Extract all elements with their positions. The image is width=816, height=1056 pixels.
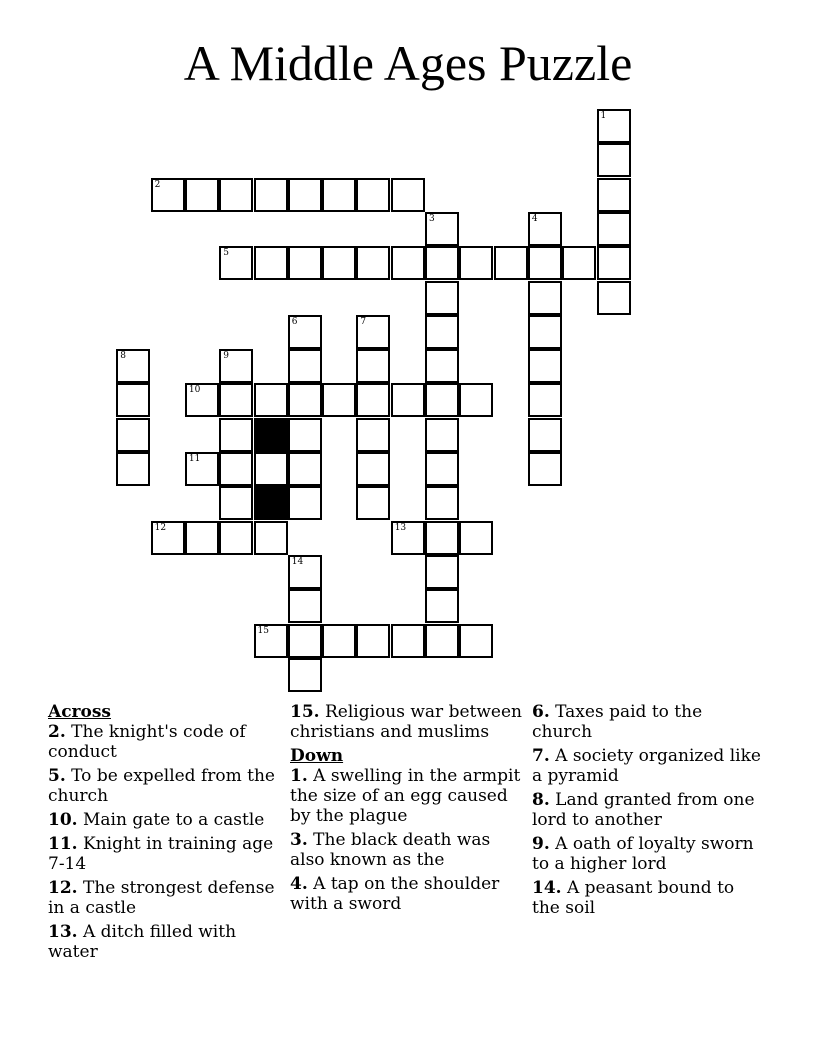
grid-cell[interactable]: [425, 452, 459, 486]
across-clue-11: 11. Knight in training age 7-14: [48, 834, 274, 874]
black-cell: [254, 486, 288, 520]
grid-cell[interactable]: [528, 281, 562, 315]
grid-cell[interactable]: [425, 589, 459, 623]
grid-cell[interactable]: [597, 281, 631, 315]
grid-cell[interactable]: [528, 246, 562, 280]
down-clue-3: 3. The black death was also known as the: [290, 830, 491, 870]
grid-cell[interactable]: [459, 383, 493, 417]
grid-cell[interactable]: [219, 486, 253, 520]
grid-cell[interactable]: [356, 178, 390, 212]
grid-cell[interactable]: [288, 315, 322, 349]
grid-cell[interactable]: [185, 383, 219, 417]
grid-cell[interactable]: [356, 452, 390, 486]
grid-cell[interactable]: [219, 521, 253, 555]
down-clue-6: 6. Taxes paid to the church: [532, 702, 703, 742]
grid-cell[interactable]: [356, 349, 390, 383]
clue-number: 11: [188, 454, 201, 464]
clue-number: 15: [257, 625, 269, 636]
grid-cell[interactable]: [528, 212, 562, 246]
clue-number: 10: [188, 385, 201, 396]
clue-number: 3: [429, 213, 435, 224]
grid-cell[interactable]: [425, 349, 459, 383]
down-clue-4: 4. A tap on the shoulder with a sword: [290, 874, 500, 914]
grid-cell[interactable]: [185, 178, 219, 212]
grid-cell[interactable]: [185, 452, 219, 486]
grid-cell[interactable]: [391, 383, 425, 417]
grid-cell[interactable]: [288, 452, 322, 486]
across-heading: Across: [48, 702, 111, 722]
clue-number: 12: [154, 522, 167, 533]
down-clue-8: 8. Land granted from one lord to another: [532, 790, 755, 830]
grid-cell[interactable]: [116, 418, 150, 452]
grid-cell[interactable]: [356, 383, 390, 417]
grid-cell[interactable]: [459, 246, 493, 280]
grid-cell[interactable]: [528, 349, 562, 383]
across-clue-2: 2. The knight's code of conduct: [48, 722, 246, 762]
grid-cell[interactable]: [425, 383, 459, 417]
clue-number: 5: [223, 248, 229, 259]
grid-cell[interactable]: [254, 383, 288, 417]
grid-cell[interactable]: [391, 521, 425, 555]
down-heading: Down: [290, 746, 344, 766]
grid-cell[interactable]: [219, 178, 253, 212]
grid-cell[interactable]: [597, 212, 631, 246]
grid-cell[interactable]: [425, 246, 459, 280]
grid-cell[interactable]: [116, 452, 150, 486]
clue-number: 6: [291, 316, 298, 327]
grid-cell[interactable]: [425, 486, 459, 520]
across-clue-5: 5. To be expelled from the church: [48, 766, 275, 806]
grid-cell[interactable]: [219, 246, 253, 280]
grid-cell[interactable]: [597, 246, 631, 280]
grid-cell[interactable]: [459, 624, 493, 658]
grid-cell[interactable]: [254, 452, 288, 486]
grid-cell[interactable]: [116, 383, 150, 417]
grid-cell[interactable]: [391, 246, 425, 280]
grid-cell[interactable]: [391, 178, 425, 212]
grid-cell[interactable]: [151, 178, 185, 212]
grid-cell[interactable]: [288, 555, 322, 589]
grid-cell[interactable]: [425, 521, 459, 555]
clue-number: 2: [154, 179, 161, 190]
grid-cell[interactable]: [288, 349, 322, 383]
across-clue-15: 15. Religious war between christians and muslims: [290, 702, 522, 742]
grid-cell[interactable]: [254, 624, 288, 658]
grid-cell[interactable]: [288, 589, 322, 623]
grid-cell[interactable]: [322, 624, 356, 658]
grid-cell[interactable]: [356, 315, 390, 349]
grid-cell[interactable]: [151, 521, 185, 555]
grid-cell[interactable]: [288, 178, 322, 212]
grid-cell[interactable]: [597, 143, 631, 177]
grid-cell[interactable]: [425, 281, 459, 315]
grid-cell[interactable]: [288, 246, 322, 280]
grid-cell[interactable]: [322, 246, 356, 280]
grid-cell[interactable]: [288, 658, 322, 692]
grid-cell[interactable]: [425, 555, 459, 589]
grid-cell[interactable]: [288, 486, 322, 520]
puzzle-title: A Middle Ages Puzzle: [183, 35, 633, 91]
grid-cell[interactable]: [528, 418, 562, 452]
clue-column-3: [532, 702, 764, 922]
clue-column-1: [48, 702, 280, 966]
grid-cell[interactable]: [185, 521, 219, 555]
grid-cell[interactable]: [459, 521, 493, 555]
clue-number: 8: [120, 351, 127, 362]
grid-cell[interactable]: [391, 624, 425, 658]
clue-column-2: [290, 702, 526, 918]
grid-cell[interactable]: [425, 212, 459, 246]
grid-cell[interactable]: [254, 521, 288, 555]
grid-cell[interactable]: [425, 315, 459, 349]
down-clue-7: 7. A society organized like a pyramid: [532, 746, 761, 786]
clue-number: 13: [394, 522, 407, 533]
grid-cell[interactable]: [356, 624, 390, 658]
grid-cell[interactable]: [562, 246, 596, 280]
grid-cell[interactable]: [288, 418, 322, 452]
grid-cell[interactable]: [322, 178, 356, 212]
grid-cell[interactable]: [219, 452, 253, 486]
grid-cell[interactable]: [528, 315, 562, 349]
grid-cell[interactable]: [528, 452, 562, 486]
grid-cell[interactable]: [116, 349, 150, 383]
grid-cell[interactable]: [322, 383, 356, 417]
clue-number: 4: [531, 213, 538, 224]
grid-cell[interactable]: [288, 383, 322, 417]
grid-cell[interactable]: [425, 418, 459, 452]
black-cell: [254, 418, 288, 452]
grid-cell[interactable]: [597, 109, 631, 143]
grid-cell[interactable]: [425, 624, 459, 658]
down-clue-1: 1. A swelling in the armpit the size of an egg caused by the plague: [290, 766, 521, 826]
grid-cell[interactable]: [356, 246, 390, 280]
grid-cell[interactable]: [597, 178, 631, 212]
grid-cell[interactable]: [219, 383, 253, 417]
grid-cell[interactable]: [254, 246, 288, 280]
clue-number: 9: [223, 351, 229, 362]
grid-cell[interactable]: [254, 178, 288, 212]
across-clue-12: 12. The strongest defense in a castle: [48, 878, 275, 918]
across-clue-10: 10. Main gate to a castle: [48, 810, 265, 830]
across-clue-13: 13. A ditch filled with water: [48, 922, 237, 962]
grid-cell[interactable]: [356, 418, 390, 452]
grid-cell[interactable]: [288, 624, 322, 658]
clue-number: 1: [600, 111, 607, 121]
grid-cell[interactable]: [528, 383, 562, 417]
grid-cell[interactable]: [494, 246, 528, 280]
clue-number: 7: [360, 316, 367, 327]
clue-number: 14: [291, 556, 304, 567]
grid-cell[interactable]: [219, 349, 253, 383]
down-clue-9: 9. A oath of loyalty sworn to a higher lord: [532, 834, 754, 874]
grid-cell[interactable]: [356, 486, 390, 520]
down-clue-14: 14. A peasant bound to the soil: [532, 878, 735, 918]
grid-cell[interactable]: [219, 418, 253, 452]
